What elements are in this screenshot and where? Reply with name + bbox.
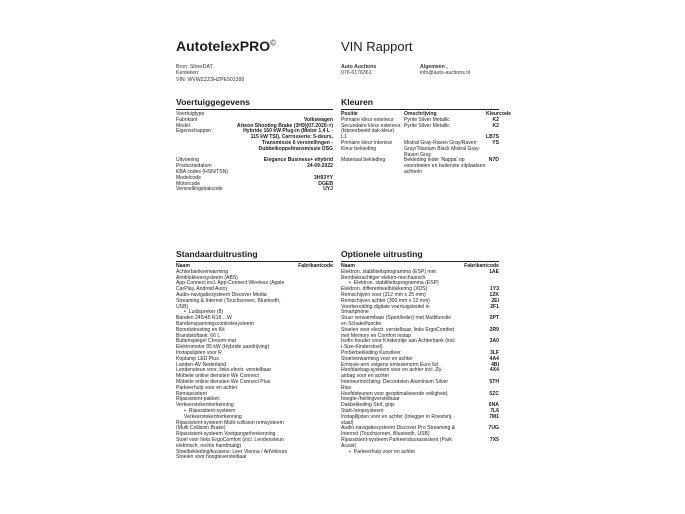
standard-equipment-table [176, 264, 333, 461]
equipment-name: Dakbekleding Stof, grijs [341, 402, 395, 409]
equipment-code: 4X4 [489, 367, 499, 374]
equipment-name: Start-/stopsysteem [341, 407, 384, 414]
equipment-name: Remassistent [176, 390, 207, 397]
kv-label: KBA codes (HSN/TSN) [176, 168, 229, 175]
color-position: Materiaal bekleding [341, 157, 386, 164]
equipment-code: 1Y3 [489, 286, 499, 293]
equipment-name: Hoofdsteunen voor geoptimaliseerde veiligheid, hoogte-/hellingverstelbaar [341, 390, 449, 403]
color-code: K2 [492, 116, 499, 123]
kv-label: Eigenschappen [176, 127, 212, 134]
kv-label: Productiedatum [176, 163, 212, 170]
equipment-code: 7L6 [490, 407, 499, 414]
kv-label: Uitvoering [176, 157, 199, 164]
equipment-name: Hoofdairbag-systeem voor en achter incl. Zij-airbag voor en achter [341, 367, 443, 380]
optional-equipment-table [341, 264, 499, 455]
equipment-row [341, 450, 499, 456]
equipment-name: Buitenspiegel Chroom mat [176, 338, 237, 345]
equipment-name: Parkeerhulp voor en achter [176, 384, 238, 391]
brand-logo [176, 38, 276, 54]
meta-plate: Kenteken: [176, 70, 200, 77]
divider [176, 109, 333, 110]
equipment-name: Elektromotor 85 kW (Hybride aandrijving) [176, 344, 270, 351]
equipment-name: Rijassistent-pakket: [176, 396, 221, 403]
equipment-name: Rijassistent-systeem Multi-collision remsysteem (Multi Collision Brake) [176, 419, 284, 432]
color-position: L1 [341, 134, 347, 141]
equipment-name: Boorduitrusting en Kit [176, 326, 225, 333]
col-header: Naam [176, 263, 190, 269]
equipment-code: 2PT [489, 315, 499, 322]
color-description: Pyrite Silver Metallic [404, 122, 450, 129]
divider [176, 261, 333, 262]
col-header: Fabrikantcode [464, 263, 499, 269]
equipment-code: 2EI [491, 297, 499, 304]
color-description: Pyrite Silver Metallic [404, 116, 450, 123]
meta-vin: VIN: WVWZZZ3HZPE501399 [176, 76, 245, 83]
equipment-name: Isofix-houder voor Kinderzitje aan Achterbank (incl. i-Size-Kinderstoel) [341, 338, 456, 351]
equipment-name: Mobiele online diensten We Connect [176, 373, 259, 380]
kv-value: UYJ [323, 186, 333, 193]
equipment-code: 7M1 [489, 413, 499, 420]
equipment-code: 3A0 [489, 338, 499, 345]
equipment-code: 3LF [489, 349, 499, 356]
equipment-name: Achterbankverwarming [176, 268, 229, 275]
page-title: VIN Rapport [341, 39, 413, 54]
color-description: Bekleding leder 'Nappa' op voorstoelen en buitenste zitplaatsen achterin [404, 157, 486, 175]
equipment-row [176, 409, 333, 421]
equipment-name: Banden 245/45 R18 ...W [176, 315, 232, 322]
color-description: Gray/Titanium Black Mistral Gray-Raven Gray [404, 145, 481, 158]
equipment-name: Audio-navigatiesysteem Discover Media Streaming & Internet (Touchscreen, Bluetooth, USB) [176, 291, 281, 310]
color-row [341, 158, 499, 175]
kv-value: 24-09-2022 [306, 163, 333, 170]
equipment-name: • Luidspreker (8) [176, 310, 223, 316]
equipment-name: Interieurinrichting: Decordelen Aluminium Silver Rise [341, 378, 449, 391]
equipment-name: Stoelen voor hoogteverstelbaar [176, 454, 247, 461]
equipment-name: Elektron. differentieelblokkering (XDS) [341, 286, 428, 293]
equipment-name: Mobiele online diensten We Connect Plus [176, 378, 271, 385]
dealer-name: Auto Auctions [341, 64, 377, 70]
color-row [341, 124, 499, 136]
kv-value: Arteon Shooting Brake (3H9)(07.2020->) Hybride 160 kW Plug-in (Motor 1,4 L - 115 kW TSI), Carrosserie: 5-deurs, Transmissie 6 versnellingen - Dubbelkoppeltransmissie DSG [236, 122, 333, 152]
kv-value: 3H93YY [314, 174, 333, 181]
equipment-code: 1ZK [489, 291, 499, 298]
equipment-row [176, 438, 333, 450]
general-contact [420, 64, 470, 77]
colors-table [341, 111, 511, 176]
color-code: LB7S [486, 134, 500, 141]
equipment-code: 2R9 [489, 326, 499, 333]
kv-value: DGEB [318, 180, 333, 187]
equipment-name: Brandstoftank: 66 L [176, 332, 221, 339]
equipment-name: Remschijven achter (300 mm x 12 mm) [341, 297, 430, 304]
equipment-name: Emissie-arm volgens emissienorm Euro 6d [341, 361, 438, 368]
kv-label: Motorcode [176, 180, 201, 187]
col-header: Naam [341, 263, 355, 269]
color-code: YS [492, 139, 499, 146]
divider [341, 109, 499, 110]
brand-mark: © [270, 38, 277, 48]
equipment-code: 4A4 [489, 355, 499, 362]
kv-label: Model [176, 122, 190, 129]
optional-equipment-heading: Optionele uitrusting [341, 249, 423, 259]
equipment-name: Audio-navigatiesysteem Discover Pro Streaming & Internet (Touchscreen, Bluetooth, USB) [341, 425, 456, 438]
equipment-row [341, 380, 499, 392]
colors-heading: Kleuren [341, 97, 373, 107]
color-position: Secundaire kleur exterieur (bijvoorbeeld dak-kleur) [341, 122, 401, 135]
col-header: Omschrijving [404, 111, 437, 117]
color-code: N7D [488, 157, 499, 164]
color-position: Kleur bekleding [341, 145, 377, 152]
color-description: Mistral Gray-Raven Gray/Raven [404, 139, 477, 146]
equipment-name: Instapslijsten voor R [176, 349, 222, 356]
kv-value: Elegance Business+ ehybrid [263, 157, 333, 164]
kv-label: Fabrikant [176, 116, 198, 123]
divider [341, 261, 499, 262]
equipment-code: 2F1 [490, 303, 499, 310]
equipment-name: Rijassistent-systeem Voetgangerherkenning [176, 431, 276, 438]
kv-value: Volkswagen [303, 116, 333, 123]
equipment-name: Koplamp LED Plus [176, 355, 219, 362]
dealer-phone: 076-6176361 [341, 70, 372, 77]
equipment-name: Voorbereiding digitale voertuigsleutel in Smartphone [341, 303, 430, 316]
equipment-name: • Rijassistent-systeem Verkeerstekenherkenning [176, 409, 291, 421]
vehicle-data-heading: Voertuiggegevens [176, 97, 250, 107]
equipment-name: Remschijven voor (312 mm x 25 mm) [341, 291, 426, 298]
equipment-name: Verkeerstekenherkenning [176, 402, 234, 409]
general-email: info@auto-auctions.nl [420, 70, 471, 77]
equipment-name: • Elektron. stabiliteitsprogramma (ESP) [341, 281, 439, 287]
equipment-name: Portierbekleding Kunstleer [341, 349, 401, 356]
equipment-name: Lendensteun voor, links electr. verstelbaar [176, 367, 272, 374]
meta-source: Bron: SilverDAT [176, 64, 213, 70]
equipment-code: 7UG [488, 425, 499, 432]
equipment-name: Instapllijsten voor en achter (Inlegger in Roestvrij staal) [341, 413, 452, 426]
equipment-name: Stoelverwarming voor en achter [341, 355, 413, 362]
equipment-code: 6NA [488, 402, 499, 409]
color-code: K2 [492, 122, 499, 129]
equipment-name: Stuur verwarmbaar (Sport/leder) met Multifunctie en Schakelfunctie [341, 315, 452, 327]
kv-label: Versnellingsbakcode [176, 186, 223, 193]
general-label: Algemeen , [420, 64, 448, 70]
equipment-code: 5ZC [489, 390, 499, 397]
equipment-name: Landen-AV Nederland [176, 361, 227, 368]
equipment-name: Stoelen voor electr. verstelbaar, links ErgoComfort met Memory en Comfort instap [341, 326, 455, 339]
equipment-code: 5TH [489, 378, 499, 385]
report-meta [176, 64, 244, 83]
equipment-name: • Parkeerhulp voor en achter [341, 450, 415, 456]
equipment-row [341, 438, 499, 450]
kv-label: Voertuigtype [176, 111, 205, 117]
brand-name: AutotelexPRO [176, 38, 271, 54]
equipment-code: 4BI [491, 361, 499, 368]
equipment-name: Antiblokkeersysteem (ABS) [176, 274, 238, 281]
standard-equipment-heading: Standaarduitrusting [176, 249, 258, 259]
equipment-name: Stoelbekleding/kussens: Leer Vienna / ArtVelours [176, 448, 288, 455]
equipment-name: Bandenspanningscontrolesysteem [176, 320, 254, 327]
col-header: Positie [341, 111, 358, 117]
equipment-name: App-Connect incl. App-Connect Wireless (Apple CarPlay, Android Auto) [176, 280, 285, 293]
equipment-code: 7X5 [489, 436, 499, 443]
kv-label: Modelcode [176, 174, 201, 181]
vehicle-data-list [176, 112, 333, 193]
equipment-name: Elektron. stabiliteitsprogramma (ESP) met Rembekrachtiger elektro-mechanisch [341, 268, 436, 281]
color-position: Primaire kleur exterieur [341, 116, 394, 123]
col-header: Kleurcode [486, 111, 511, 117]
kv-row [176, 187, 333, 193]
equipment-name: Stoel voor links ErgoComfort (incl. Lendensteun elektrisch, rechts handmatig) [176, 436, 284, 449]
equipment-row [176, 455, 333, 461]
dealer-contact [341, 64, 376, 77]
color-position: Primaire kleur interieur [341, 139, 393, 146]
equipment-name: Rijassistent-systeem Parkeerstuurassistent (Park Assist) [341, 436, 452, 449]
col-header: Fabrikantcode [298, 263, 333, 269]
equipment-code: 1AE [489, 268, 499, 275]
equipment-row [176, 293, 333, 310]
